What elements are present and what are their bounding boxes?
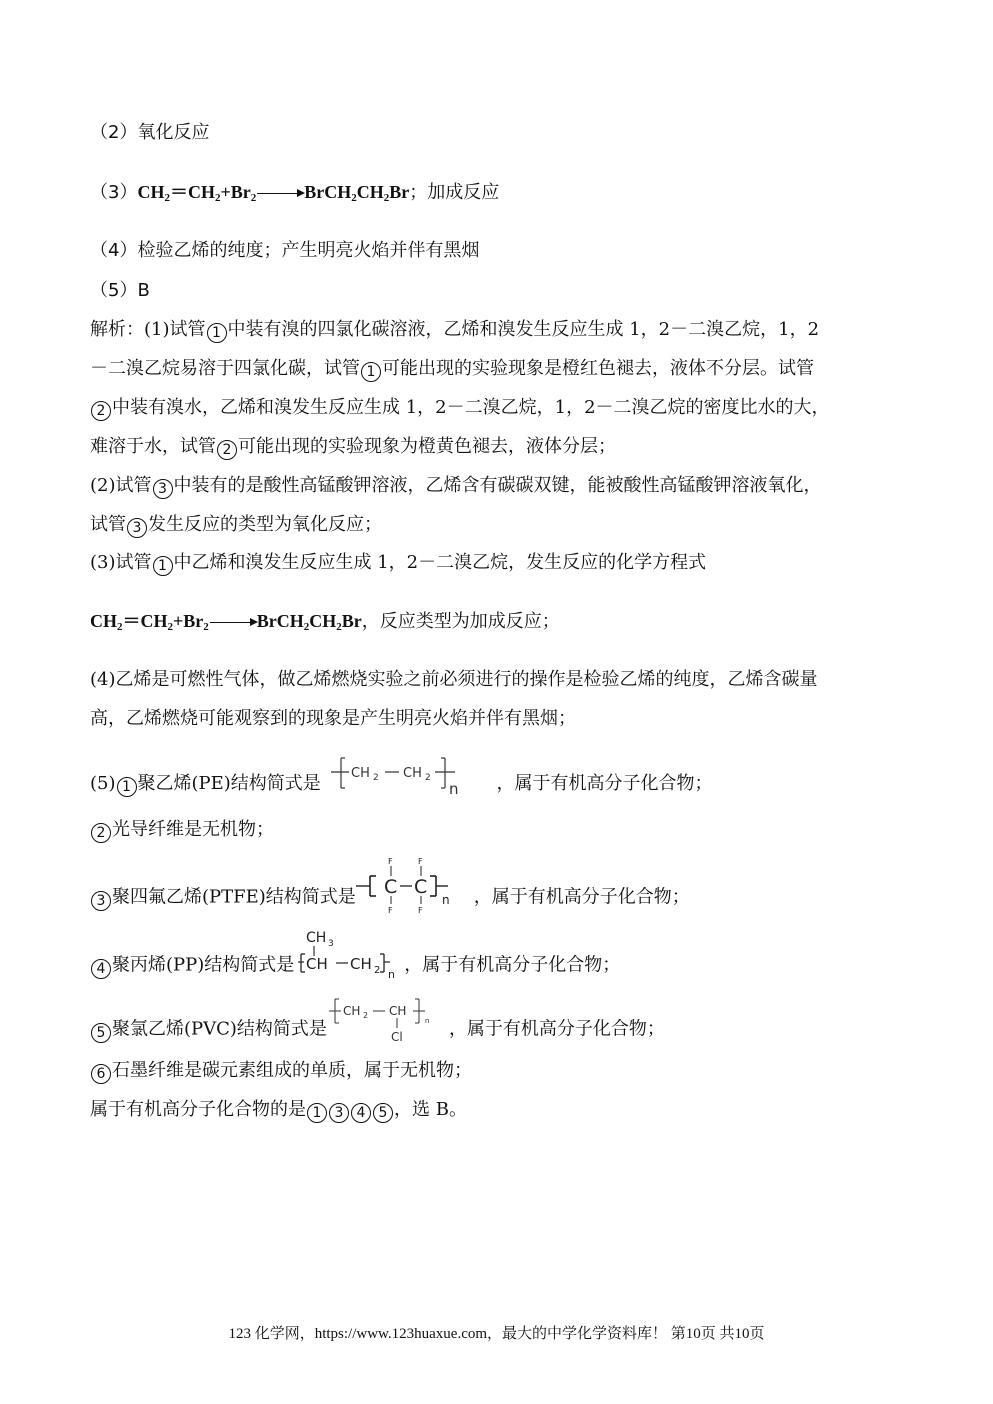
circled-number: 1 xyxy=(207,323,227,343)
svg-text:CH: CH xyxy=(350,766,370,781)
svg-text:n: n xyxy=(424,1017,430,1025)
circled-number: 6 xyxy=(91,1064,111,1084)
analysis-fiber: 2 光导纤维是无机物； xyxy=(90,817,897,843)
circled-number: 4 xyxy=(351,1103,371,1123)
circled-number: 1 xyxy=(153,556,173,576)
svg-text:CH: CH xyxy=(388,1004,407,1018)
circled-number: 5 xyxy=(373,1103,393,1123)
reaction-arrow xyxy=(257,193,303,194)
analysis-pvc: 5 聚氯乙烯(PVC)结构简式是 CH 2 CH Cl n ，属于有机高分子化合物； xyxy=(90,993,897,1045)
svg-text:3: 3 xyxy=(328,939,335,949)
analysis-p3-line1: (3)试管 1 中乙烯和溴发生反应生成 1，2－二溴乙烷，发生反应的化学方程式 xyxy=(90,552,707,574)
circled-number: 4 xyxy=(91,959,111,979)
answer-5: （5）B xyxy=(90,280,150,301)
page-footer: 123 化学网，https://www.123huaxue.com，最大的中学化学资料库！ 第10页 共10页 xyxy=(228,1326,765,1342)
circled-number: 1 xyxy=(307,1103,327,1123)
analysis-p2-line1: (2)试管 3 中装有的是酸性高锰酸钾溶液，乙烯含有碳碳双键，能被酸性高锰酸钾溶液氧化， xyxy=(90,475,822,497)
pe-structure-formula xyxy=(327,752,497,816)
svg-text:n: n xyxy=(441,893,450,907)
svg-text:F: F xyxy=(387,906,393,915)
svg-text:CH: CH xyxy=(306,930,327,946)
circled-number: 3 xyxy=(153,479,173,499)
circled-number: 3 xyxy=(127,518,147,538)
answer-2: （2）氧化反应 xyxy=(90,122,210,143)
svg-text:CH: CH xyxy=(402,766,422,781)
circled-number: 3 xyxy=(91,891,111,911)
svg-text:CH: CH xyxy=(306,955,329,973)
analysis-ptfe: 3 聚四氟乙烯(PTFE)结构简式是 F C F F C F n ，属于有机高分子化合物； xyxy=(90,852,897,916)
analysis-graphite: 6 石墨纤维是碳元素组成的单质，属于无机物； xyxy=(90,1058,897,1084)
reaction-arrow xyxy=(210,622,256,623)
svg-text:F: F xyxy=(417,857,423,866)
analysis-p1-line4: 难溶于水，试管 2 可能出现的实验现象为橙黄色褪去，液体分层； xyxy=(90,436,616,458)
circled-number: 2 xyxy=(217,440,237,460)
analysis-conclusion: 属于有机高分子化合物的是 1 3 4 5 ，选 B。 xyxy=(90,1099,467,1121)
svg-text:2: 2 xyxy=(362,1011,369,1020)
circled-number: 5 xyxy=(91,1023,111,1043)
circled-number: 3 xyxy=(329,1103,349,1123)
analysis-p1-line2: －二溴乙烷易溶于四氯化碳，试管 1 可能出现的实验现象是橙红色褪去，液体不分层。试管 xyxy=(90,358,814,380)
svg-text:F: F xyxy=(417,906,423,915)
svg-text:2: 2 xyxy=(424,773,431,783)
pvc-structure-formula xyxy=(327,993,449,1066)
answer-4: （4）检验乙烯的纯度；产生明亮火焰并伴有黑烟 xyxy=(90,240,480,261)
svg-text:2: 2 xyxy=(374,965,381,976)
svg-text:Cl: Cl xyxy=(390,1030,403,1044)
analysis-p2-line2: 试管 3 发生反应的类型为氧化反应； xyxy=(90,514,382,536)
equation-1: $CH_2=CH_2+Br_2$ $BrCH_2CH_2Br$ xyxy=(137,182,410,204)
circled-number: 1 xyxy=(117,777,137,797)
svg-text:C: C xyxy=(413,876,428,898)
circled-number: 2 xyxy=(91,401,111,421)
answer-3 xyxy=(90,179,897,211)
answer-3-suffix: ；加成反应 xyxy=(409,182,500,203)
svg-text:CH: CH xyxy=(342,1004,361,1018)
circled-number: 1 xyxy=(361,362,381,382)
answer-3-prefix: （3） xyxy=(90,182,138,203)
analysis-pe: (5) 1 聚乙烯(PE)结构简式是 CH 2 CH 2 n ，属于有机高分子化合物； xyxy=(90,752,897,798)
svg-text:F: F xyxy=(387,857,393,866)
analysis-p1-line1: 解析：(1)试管 1 中装有溴的四氯化碳溶液，乙烯和溴发生反应生成 1，2－二溴乙烷，1，2 xyxy=(90,319,820,341)
analysis-p4-line1: (4)乙烯是可燃性气体，做乙烯燃烧实验之前必须进行的操作是检验乙烯的纯度，乙烯含碳量 xyxy=(90,669,818,690)
svg-text:n: n xyxy=(388,968,396,981)
svg-text:C: C xyxy=(383,876,398,898)
equation-2: $CH_2=CH_2+Br_2$ $BrCH_2CH_2Br$ xyxy=(90,611,362,633)
svg-text:CH: CH xyxy=(350,955,373,973)
svg-text:2: 2 xyxy=(372,773,379,783)
analysis-p4-line2: 高，乙烯燃烧可能观察到的现象是产生明亮火焰并伴有黑烟； xyxy=(90,708,576,729)
analysis-p1-line3: 2 中装有溴水，乙烯和溴发生反应生成 1，2－二溴乙烷，1，2－二溴乙烷的密度比水的大， xyxy=(90,395,897,421)
svg-text:n: n xyxy=(448,780,459,798)
analysis-pp: 4 聚丙烯(PP)结构简式是 CH 3 CH CH 2 n ，属于有机高分子化合物； xyxy=(90,926,897,982)
analysis-p3-line2: $CH_2=CH_2+Br_2$ $BrCH_2CH_2Br$，反应类型为加成反应； xyxy=(90,611,560,633)
circled-number: 2 xyxy=(91,823,111,843)
